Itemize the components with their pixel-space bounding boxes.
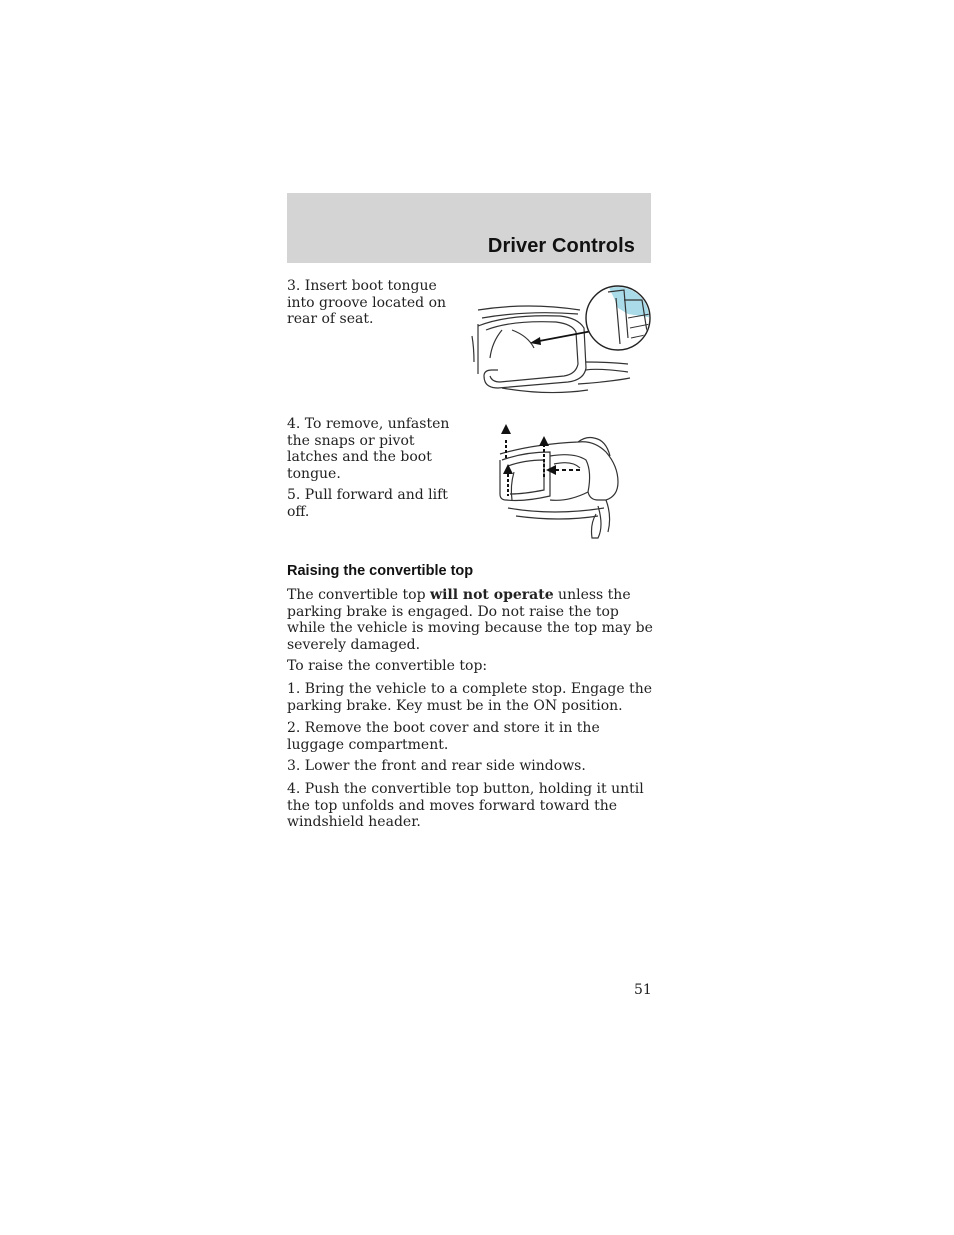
page-number: 51 [634, 982, 652, 998]
paragraph-intro: To raise the convertible top: [287, 658, 488, 674]
boot-tongue-groove-illustration [468, 278, 654, 400]
boot-removal-illustration [494, 416, 626, 544]
section-header-bar [287, 193, 651, 263]
section-heading-raising-top: Raising the convertible top [287, 563, 474, 579]
step-push-top-button: 4. Push the convertible top button, holding it until the top unfolds and moves forward toward the windshield header. [287, 781, 644, 830]
step-pull-forward: 5. Pull forward and lift off. [287, 487, 448, 520]
paragraph-text-start: The convertible top [287, 587, 431, 603]
step-remove-boot-cover: 2. Remove the boot cover and store it in the luggage compartment. [287, 720, 600, 753]
step-unfasten-snaps: 4. To remove, unfasten the snaps or pivot latches and the boot tongue. [287, 416, 450, 482]
paragraph-text-end: unless the parking brake is engaged. Do not raise the top while the vehicle is moving because the top may be severely damaged. [287, 587, 653, 653]
step-lower-windows: 3. Lower the front and rear side windows. [287, 758, 586, 774]
section-title: Driver Controls [487, 235, 635, 257]
emphasis-will-not-operate: will not operate [430, 587, 554, 603]
paragraph-parking-brake-warning [287, 587, 653, 653]
step-complete-stop: 1. Bring the vehicle to a complete stop. Engage the parking brake. Key must be in the ON position. [287, 681, 653, 714]
step-insert-boot-tongue: 3. Insert boot tongue into groove located on rear of seat. [287, 278, 447, 327]
